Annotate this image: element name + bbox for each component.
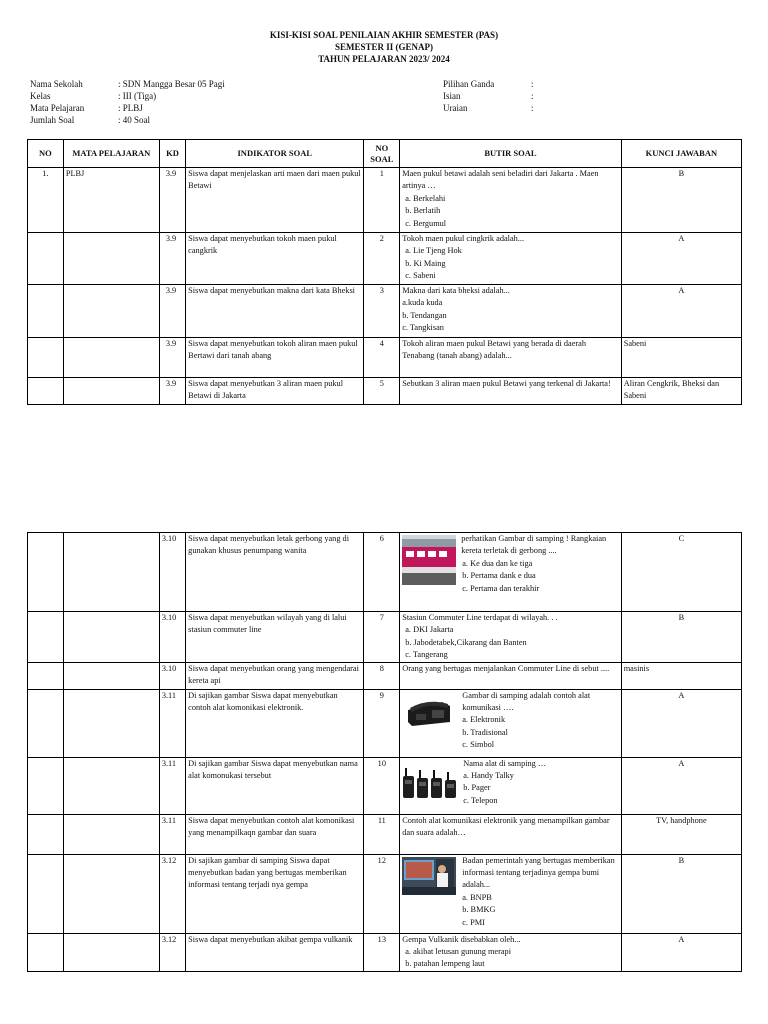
row-number [28,233,64,285]
school-info [30,78,330,128]
row-number-empty [28,854,64,933]
option-b: b. Ki Maing [405,258,446,268]
column-header-no-soal: NO SOAL [364,140,400,168]
option-b: b. Pager [463,783,491,793]
row-indicator: Di sajikan gambar di samping Siswa dapat menyebutkan badan yang bertugas memberikan informasi tentang terjadi nya gempa [186,854,364,933]
row-number-empty [28,662,64,689]
option-c: c. Telepon [463,795,498,805]
option-c: c. Tangerang [405,650,448,660]
info-value: : III (Tiga) [118,91,157,101]
option-b: b. patahan lempeng laut [405,959,485,969]
row-question: Orang yang bertugas menjalankan Commuter Line di sebut .... [400,662,621,689]
radio-photo [402,766,458,800]
row-question-number: 6 [364,533,400,612]
table-row [28,689,742,757]
row-question-number: 7 [364,612,400,663]
info-value: : PLBJ [118,103,143,113]
row-subject [63,338,159,378]
info-value: : 40 Soal [118,115,151,125]
question-text: perhatikan Gambar di samping ! Rangkaian kereta terletak di gerbong .... [461,534,607,556]
row-question [400,689,621,757]
row-kd: 3.9 [159,378,185,405]
option-a: a. Elektronik [462,715,506,725]
row-indicator: Siswa dapat menyebutkan akibat gempa vulkanik [186,933,364,971]
row-answer: B [621,612,741,663]
row-question [400,612,621,663]
table-row [28,854,742,933]
row-kd: 3.9 [159,168,185,233]
table-row [28,285,742,338]
question-grid-table-continued [27,532,742,972]
row-subject-empty [63,612,159,663]
row-subject: PLBJ [63,168,159,233]
row-indicator: Siswa dapat menyebutkan tokoh aliran maen pukul Bertawi dari tanah abang [186,338,364,378]
table-row [28,933,742,971]
row-question: Contoh alat komunikasi elektronik yang menampilkan gambar dan suara adalah… [400,814,621,854]
info-value: : [531,91,534,101]
column-header-mata-pelajaran: MATA PELAJARAN [63,140,159,168]
table-row [28,757,742,814]
option-a: a. Lie Tjeng Hok [405,246,462,256]
option-c: c. Tangkisan [402,323,444,333]
row-answer: A [621,757,741,814]
option-a: a. DKI Jakarta [405,625,454,635]
question-text: Gempa Vulkanik disebabkan oleh... [402,934,521,944]
row-subject [63,378,159,405]
option-a: a. Berkelahi [405,193,446,203]
row-indicator: Siswa dapat menyebutkan contoh alat komonikasi yang menampilkaqn gambar dan suara [186,814,364,854]
option-a: a. akibat letusan gunung merapi [405,947,512,957]
row-question-number: 3 [364,285,400,338]
row-subject-empty [63,757,159,814]
row-indicator: Siswa dapat menyebutkan wilayah yang di lalui stasiun commuter line [186,612,364,663]
row-answer: C [621,533,741,612]
row-indicator: Siswa dapat menyebutkan makna dari kata Bheksi [186,285,364,338]
row-number-empty [28,814,64,854]
option-a: a. BNPB [462,892,492,902]
row-indicator: Siswa dapat menjelaskan arti maen dari maen pukul Betawi [186,168,364,233]
table-row [28,378,742,405]
row-answer: Aliran Cengkrik, Bheksi dan Sabeni [621,378,741,405]
row-question-number: 13 [364,933,400,971]
row-subject-empty [63,662,159,689]
table-row [28,814,742,854]
info-value: : [531,103,534,113]
option-c: c. Sabeni [405,271,436,281]
document-title: KISI-KISI SOAL PENILAIAN AKHIR SEMESTER (PAS) [269,30,499,40]
table-row [28,168,742,233]
option-a: a. Ke dua dan ke tiga [462,558,533,568]
row-question [400,533,621,612]
row-kd: 3.11 [159,757,185,814]
row-kd: 3.10 [159,612,185,663]
row-answer: TV, handphone [621,814,741,854]
row-question-number: 10 [364,757,400,814]
row-question: Tokoh aliran maen pukul Betawi yang berada di daerah Tenabang (tanah abang) adalah... [400,338,621,378]
document-semester: SEMESTER II (GENAP) [334,42,433,52]
row-answer: A [621,933,741,971]
column-header-indikator: INDIKATOR SOAL [186,140,364,168]
table-row [28,233,742,285]
row-indicator: Siswa dapat menyebutkan orang yang mengendarai kereta api [186,662,364,689]
info-value: : SDN Mangga Besar 05 Pagi [118,79,225,89]
option-b: b. Tendangan [402,310,447,320]
row-number-empty [28,757,64,814]
row-kd: 3.10 [159,662,185,689]
row-answer: B [621,168,741,233]
row-kd: 3.11 [159,814,185,854]
row-subject [63,233,159,285]
row-question [400,168,621,233]
row-answer: A [621,285,741,338]
option-c: c. Simbol [462,740,495,750]
row-indicator: Siswa dapat menyebutkan letak gerbong yang di gunakan khusus penumpang wanita [186,533,364,612]
row-question-number: 12 [364,854,400,933]
row-answer: Sabeni [621,338,741,378]
info-label: Jumlah Soal [30,115,75,125]
row-kd: 3.12 [159,933,185,971]
option-c: c. Pertama dan terakhir [462,583,540,593]
row-indicator: Di sajikan gambar Siswa dapat menyebutkan nama alat komonukasi tersebut [186,757,364,814]
question-text: Tokoh maen pukul cingkrik adalah... [402,234,525,243]
question-text: Stasiun Commuter Line terdapat di wilayah. . . [402,613,558,622]
telephone-photo [402,696,456,730]
info-value: : [531,79,534,89]
row-question [400,854,621,933]
row-question [400,233,621,285]
presenter-photo [402,857,456,895]
column-header-kunci-jawaban: KUNCI JAWABAN [621,140,741,168]
row-indicator: Siswa dapat menyebutkan tokoh maen pukul cangkrik [186,233,364,285]
option-c: c. PMI [462,917,485,927]
question-type-info [443,78,563,118]
table-row [28,338,742,378]
row-number-empty [28,533,64,612]
row-subject-empty [63,854,159,933]
question-text: Makna dari kata bheksi adalah... [402,286,510,295]
row-kd: 3.9 [159,285,185,338]
row-kd: 3.11 [159,689,185,757]
question-text: Nama alat di samping … [463,758,547,768]
question-text: Badan pemerintah yang bertugas memberikan informasi tentang terjadinya gempa bumi adalah... [462,855,615,890]
info-label: Mata Pelajaran [30,103,85,113]
row-question-number: 2 [364,233,400,285]
row-subject [63,285,159,338]
table-header-row [28,140,742,168]
row-question-number: 9 [364,689,400,757]
row-question [400,757,621,814]
option-b: b. Pertama dank e dua [462,571,536,581]
option-b: b. BMKG [462,905,496,915]
row-answer: masinis [621,662,741,689]
row-question [400,285,621,338]
info-label: Isian [443,91,461,101]
row-number-empty [28,612,64,663]
document-year: TAHUN PELAJARAN 2023/ 2024 [318,54,450,64]
table-row [28,662,742,689]
row-question-number: 5 [364,378,400,405]
row-kd: 3.10 [159,533,185,612]
row-indicator: Di sajikan gambar Siswa dapat menyebutkan contoh alat komonikasi elektronik. [186,689,364,757]
option-a: a. Handy Talky [463,771,514,781]
column-header-butir-soal: BUTIR SOAL [400,140,621,168]
row-answer: B [621,854,741,933]
table-row [28,612,742,663]
option-b: b. Berlatih [405,206,441,216]
row-number [28,378,64,405]
row-question-number: 1 [364,168,400,233]
row-number-empty [28,689,64,757]
row-number [28,338,64,378]
row-question-number: 4 [364,338,400,378]
train-photo [402,535,456,585]
question-text: Gambar di samping adalah contoh alat komunikasi …. [462,690,591,713]
row-kd: 3.9 [159,338,185,378]
info-label: Uraian [443,103,468,113]
info-label: Pilihan Ganda [443,79,495,89]
row-kd: 3.9 [159,233,185,285]
option-b: b. Jabodetabek,Cikarang dan Banten [405,637,527,647]
option-c: c. Bergumul [405,218,447,228]
row-kd: 3.12 [159,854,185,933]
column-header-kd: KD [159,140,185,168]
option-a: a.kuda kuda [402,298,443,308]
row-question-number: 11 [364,814,400,854]
row-answer: A [621,689,741,757]
info-label: Nama Sekolah [30,79,83,89]
option-b: b. Tradisional [462,727,508,737]
question-grid-table [27,139,742,405]
row-number-empty [28,933,64,971]
question-text: Maen pukul betawi adalah seni beladiri dari Jakarta . Maen artinya … [402,169,599,191]
row-subject-empty [63,533,159,612]
row-answer: A [621,233,741,285]
info-label: Kelas [30,91,51,101]
row-number: 1. [28,168,64,233]
row-subject-empty [63,689,159,757]
row-question: Sebutkan 3 aliran maen pukul Betawi yang terkenal di Jakarta! [400,378,621,405]
row-number [28,285,64,338]
row-subject-empty [63,933,159,971]
row-question [400,933,621,971]
row-question-number: 8 [364,662,400,689]
row-indicator: Siswa dapat menyebutkan 3 aliran maen pukul Betawi di Jakarta [186,378,364,405]
row-subject-empty [63,814,159,854]
table-row [28,533,742,612]
column-header-no: NO [28,140,64,168]
